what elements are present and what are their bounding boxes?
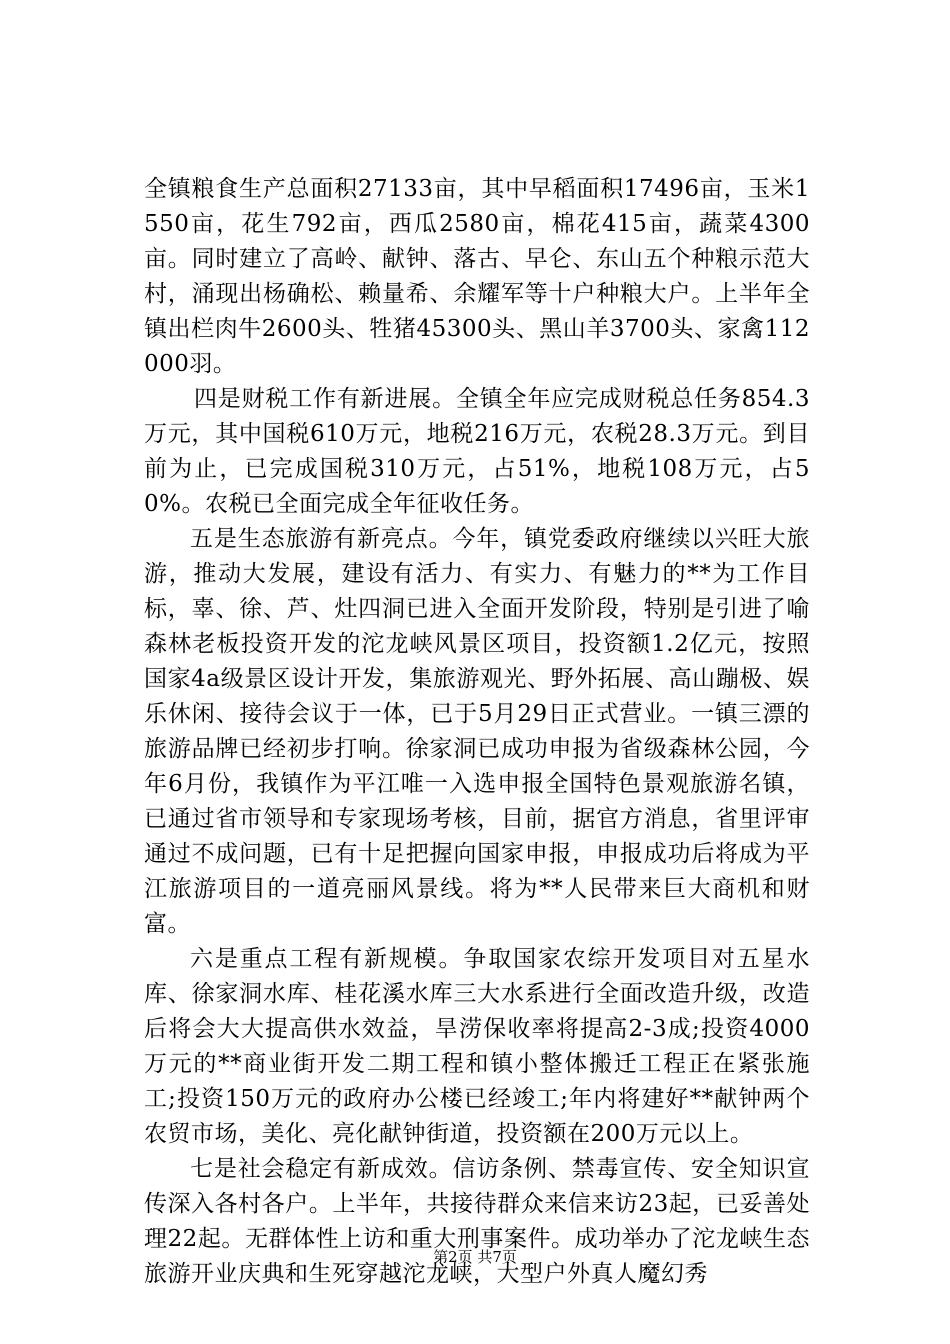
paragraph-grain-production: 全镇粮食生产总面积27133亩，其中早稻面积17496亩，玉米1550亩，花生792亩，西瓜2580亩，棉花415亩，蔬菜4300亩。同时建立了高岭、献钟、落古、早仑、东山五个种粮示范大村，涌现出杨确松、赖量希、余耀军等十户种粮大户。上半年全镇出栏肉牛2600头、牲猪45300头、黑山羊3700头、家禽112000羽。 (144, 176, 810, 377)
page-number-footer: 第2页 共7页 (433, 1248, 517, 1266)
document-body (144, 172, 810, 1292)
paragraph-finance-tax: 四是财税工作有新进展。全镇全年应完成财税总任务854.3万元，其中国税610万元，地税216万元，农税28.3万元。到目前为止，已完成国税310万元，占51%，地税108万元，占50%。农税已全面完成全年征收任务。 (144, 386, 810, 517)
paragraph-eco-tourism: 五是生态旅游有新亮点。今年，镇党委政府继续以兴旺大旅游，推动大发展，建设有活力、有实力、有魅力的**为工作目标，辜、徐、芦、灶四洞已进入全面开发阶段，特别是引进了喻森林老板投资开发的沱龙峡风景区项目，投资额1.2亿元，按照国家4a级景区设计开发，集旅游观光、野外拓展、高山蹦极、娱乐休闲、接待会议于一体，已于5月29日正式营业。一镇三漂的旅游品牌已经初步打响。徐家洞已成功申报为省级森林公园，今年6月份，我镇作为平江唯一入选申报全国特色景观旅游名镇，已通过省市领导和专家现场考核，目前，据官方消息，省里评审通过不成问题，已有十足把握向国家申报，申报成功后将成为平江旅游项目的一道亮丽风景线。将为**人民带来巨大商机和财富。 (144, 526, 810, 937)
paragraph-key-projects: 六是重点工程有新规模。争取国家农综开发项目对五星水库、徐家洞水库、桂花溪水库三大水系进行全面改造升级，改造后将会大大提高供水效益，旱涝保收率将提高2-3成;投资4000万元的**商业街开发二期工程和镇小整体搬迁工程正在紧张施工;投资150万元的政府办公楼已经竣工;年内将建好**献钟两个农贸市场，美化、亮化献钟街道，投资额在200万元以上。 (144, 946, 810, 1147)
paragraph-social-stability: 七是社会稳定有新成效。信访条例、禁毒宣传、安全知识宣传深入各村各户。上半年，共接待群众来信来访23起，已妥善处理22起。无群体性上访和重大刑事案件。成功举办了沱龙峡生态旅游开业庆典和生死穿越沱龙峡，大型户外真人魔幻秀 (144, 1156, 810, 1287)
